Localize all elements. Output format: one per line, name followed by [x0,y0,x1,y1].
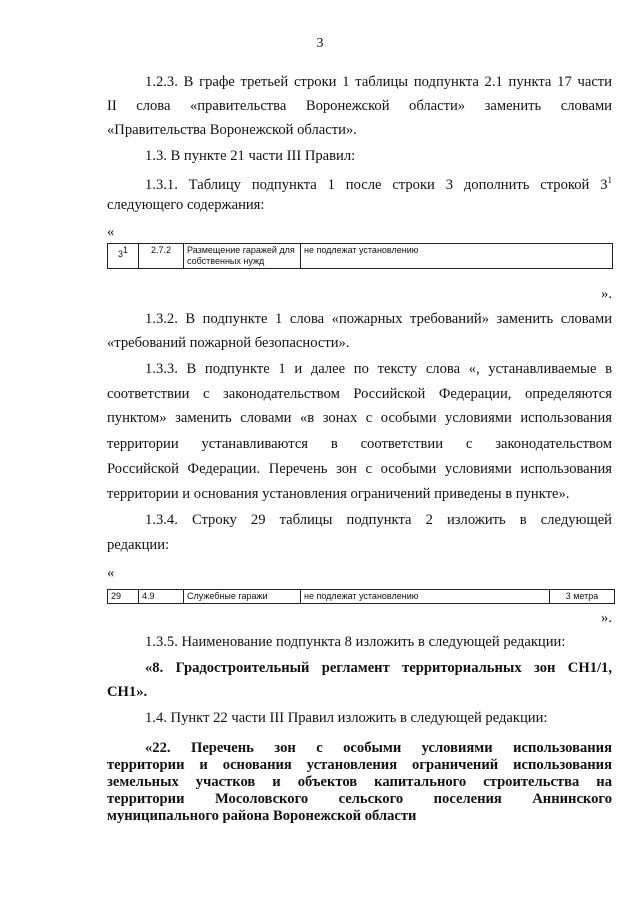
table-cell-code: 4.9 [139,590,184,604]
open-quote-2: « [107,565,115,581]
paragraph-1-3-2-line-1: 1.3.2. В подпункте 1 слова «пожарных требований» заменить словами [145,311,612,327]
paragraph-1-3-3-line-1: 1.3.3. В подпункте 1 и далее по тексту слова «, устанавливаемые в [145,361,612,377]
table-cell-value: не подлежат установлению [301,244,613,269]
heading-22-line-3: земельных участков и объектов капитального строительства на [107,774,612,790]
paragraph-1-3: 1.3. В пункте 21 части III Правил: [145,148,356,164]
close-quote-2: ». [601,610,612,626]
table-cell-name: Размещение гаражей для собственных нужд [184,244,301,269]
paragraph-1-3-3-line-3: пунктом» заменить словами «в зонах с особыми условиями использования [107,410,612,426]
table-cell-value: не подлежат установлению [301,590,550,604]
paragraph-1-3-3-line-6: территории и основания установления ограничений приведены в пункте». [107,486,570,502]
table-cell-name: Служебные гаражи [184,590,301,604]
table-cell-number: $3^1$ [108,244,139,269]
superscript: 1 [607,175,612,185]
open-quote: « [107,224,115,240]
heading-22-line-2: территории и основания установления ограничений использования [107,757,612,773]
paragraph-1-3-3-line-4: территории устанавливаются в соответствии с законодательством [107,436,612,452]
heading-8-line-2: СН1». [107,684,148,700]
paragraph-1-3-5: 1.3.5. Наименование подпункта 8 изложить в следующей редакции: [145,634,566,650]
paragraph-1-3-4-line-1: 1.3.4. Строку 29 таблицы подпункта 2 изложить в следующей [145,512,612,528]
table-cell-number: 29 [108,590,139,604]
close-quote-1: ». [601,286,612,302]
heading-22-line-4: территории Мосоловского сельского поселения Аннинского [107,791,612,807]
heading-22-line-5: муниципального района Воронежской области [107,808,417,824]
table-cell-code: 2.7.2 [139,244,184,269]
paragraph-1-2-3-line-1: 1.2.3. В графе третьей строки 1 таблицы подпункта 2.1 пункта 17 части [145,74,612,90]
paragraph-1-3-1-text: 1.3.1. Таблицу подпункта 1 после строки 3 дополнить строкой 3 [145,176,608,193]
table-cell-distance: 3 метра [550,590,615,604]
paragraph-1-3-3-line-5: Российской Федерации. Перечень зон с особыми условиями использования [107,461,612,477]
paragraph-1-3-1-line-2: следующего содержания: [107,197,265,213]
table-row-3-1 [107,243,613,269]
paragraph-1-2-3-line-2: II слова «правительства Воронежской области» заменить словами [107,98,612,114]
paragraph-1-3-1-line-1 [145,172,612,193]
heading-22-line-1: «22. Перечень зон с особыми условиями использования [145,740,612,756]
paragraph-1-4: 1.4. Пункт 22 части III Правил изложить в следующей редакции: [145,710,548,726]
paragraph-1-3-3-line-2: соответствии с законодательством Российской Федерации, определяются [107,386,612,402]
paragraph-1-2-3-line-3: «Правительства Воронежской области». [107,122,357,138]
paragraph-1-3-4-line-2: редакции: [107,537,170,553]
paragraph-1-3-2-line-2: «требований пожарной безопасности». [107,335,350,351]
heading-8-line-1: «8. Градостроительный регламент территориальных зон СН1/1, [145,660,612,676]
page-number: 3 [316,36,324,51]
table-row-29 [107,589,615,604]
